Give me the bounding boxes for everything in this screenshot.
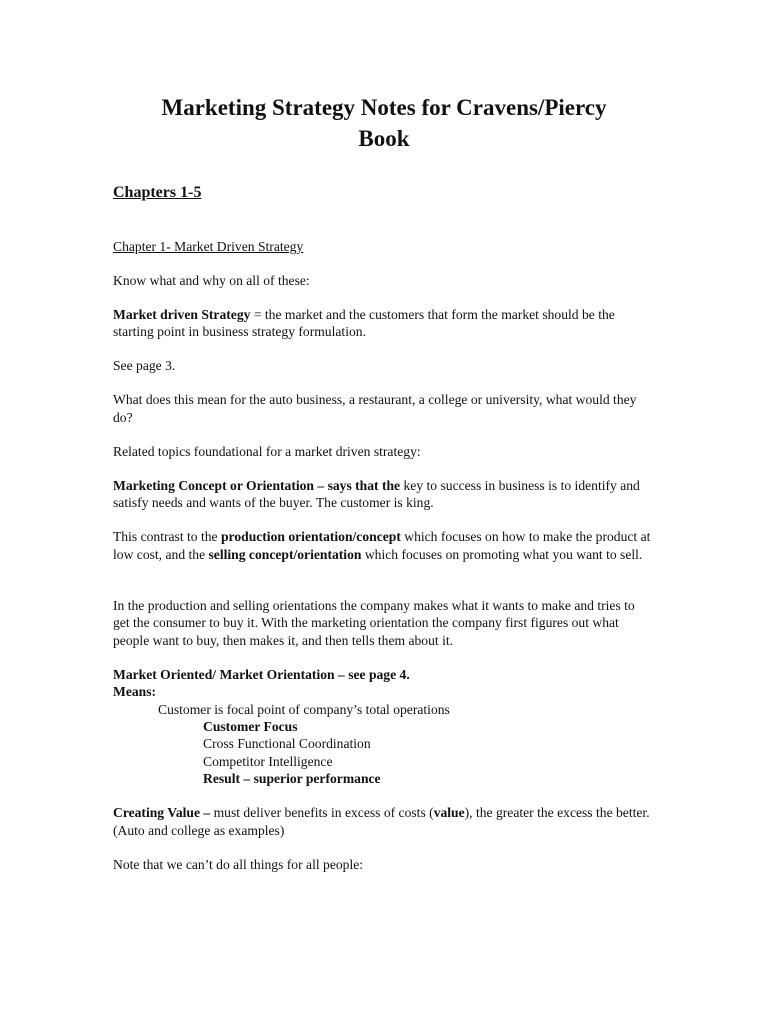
term-selling-concept: selling concept/orientation [208, 546, 362, 562]
term-market-driven-strategy: Market driven Strategy [113, 307, 251, 322]
creating-value-text-1: must deliver benefits in excess of costs ( [210, 805, 434, 821]
title-line-2: Book [358, 126, 410, 151]
mds-definition: = the market and the customers that form the market should be the starting point in business strategy formulation. [113, 307, 615, 340]
customer-focus-text: Customer Focus [203, 719, 298, 735]
contrast-text-2: which focuses on how to make the product at low cost, and the [113, 529, 651, 562]
market-oriented-block [113, 666, 653, 788]
list-item-result [113, 770, 653, 787]
market-oriented-heading-text: Market Oriented/ Market Orientation – see page 4. [113, 666, 410, 682]
term-marketing-concept: Marketing Concept or Orientation – says that the [113, 477, 401, 493]
focal-point-line: Customer is focal point of company’s total operations [158, 701, 450, 717]
note-paragraph: Note that we can’t do all things for all people: [113, 856, 364, 872]
means-label-text: Means: [113, 684, 157, 700]
market-oriented-heading [113, 666, 653, 683]
market-driven-strategy-paragraph [113, 306, 653, 341]
chapters-heading: Chapters 1-5 [113, 184, 202, 201]
means-label [113, 683, 653, 700]
creating-value-paragraph [113, 804, 653, 839]
contrast-paragraph [113, 528, 653, 563]
title-line-1: Marketing Strategy Notes for Cravens/Piercy [161, 95, 607, 120]
know-paragraph: Know what and why on all of these: [113, 273, 310, 288]
document-body [113, 238, 653, 890]
result-text: Result – superior performance [203, 771, 381, 787]
list-item-competitor-intelligence: Competitor Intelligence [203, 753, 333, 769]
term-creating-value: Creating Value – [113, 805, 211, 821]
contrast-text-1: This contrast to the [113, 529, 221, 545]
list-item-customer-focus [113, 718, 653, 735]
chapter-1-heading: Chapter 1- Market Driven Strategy [113, 239, 304, 254]
term-value: value [433, 805, 465, 821]
production-selling-paragraph: In the production and selling orientations the company makes what it wants to make and tries to get the consumer to buy it. With the marketing orientation the company first figures out what people want to buy, then makes it, and then tells them about it. [113, 598, 635, 648]
related-topics-paragraph: Related topics foundational for a market driven strategy: [113, 443, 421, 459]
term-production-orientation: production orientation/concept [220, 529, 401, 545]
document-title [0, 92, 768, 154]
what-mean-paragraph: What does this mean for the auto business, a restaurant, a college or university, what would they do? [113, 392, 637, 425]
contrast-text-3: which focuses on promoting what you want to sell. [361, 546, 643, 562]
list-item-cross-functional: Cross Functional Coordination [203, 736, 371, 752]
marketing-concept-definition: key to success in business is to identify and satisfy needs and wants of the buyer. The customer is king. [113, 477, 640, 511]
creating-value-text-2: ), the greater the excess the better. (Auto and college as examples) [113, 805, 650, 838]
see-page-paragraph: See page 3. [113, 358, 176, 374]
marketing-concept-paragraph [113, 477, 653, 512]
